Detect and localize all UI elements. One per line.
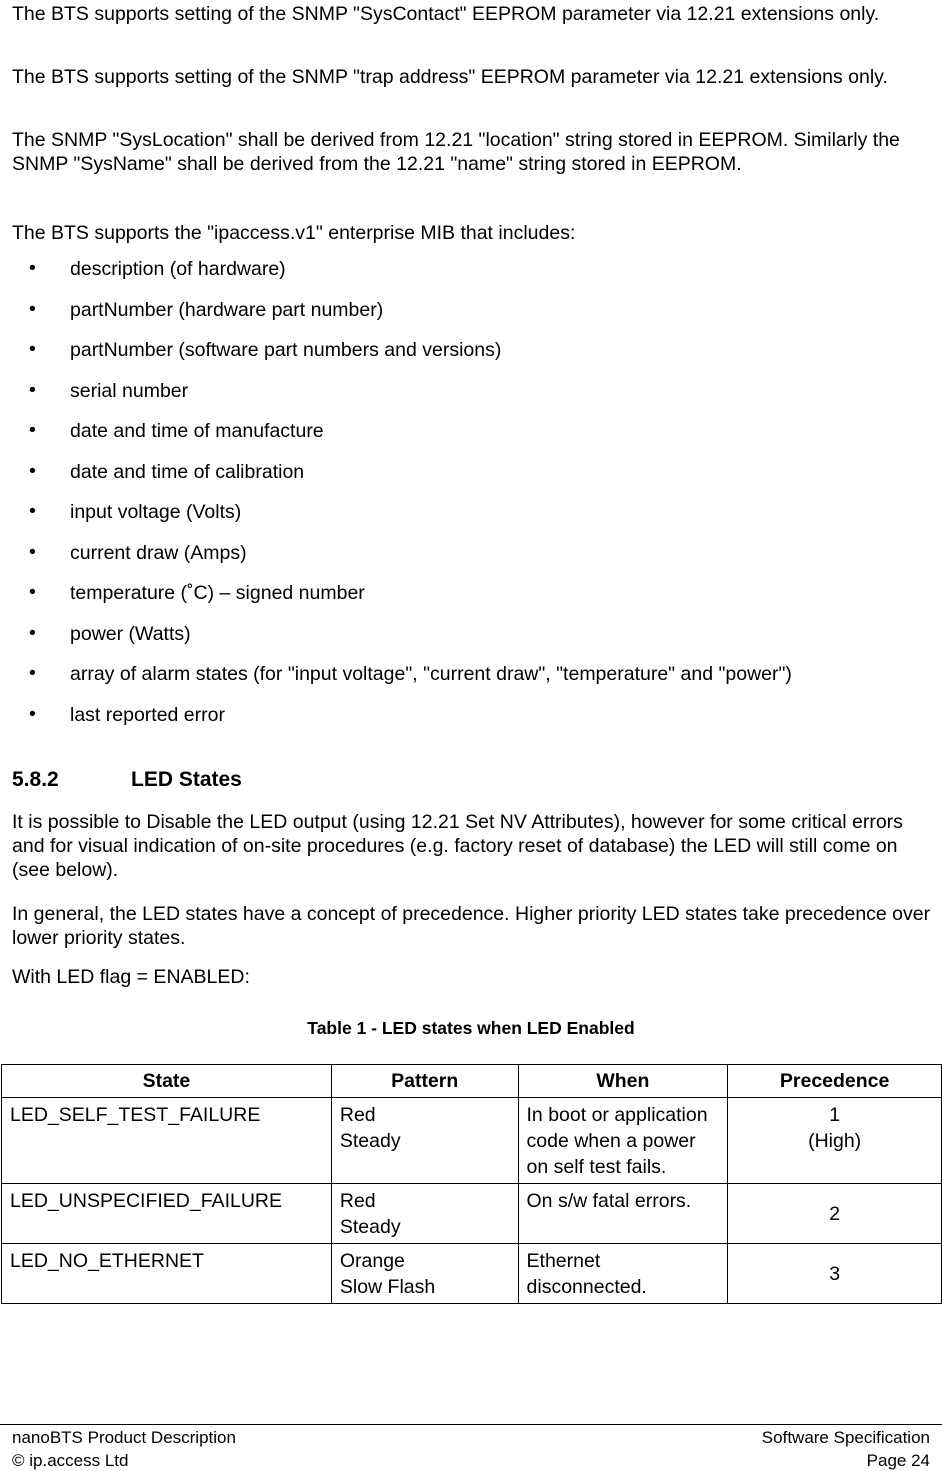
list-item-text: temperature (˚C) – signed number: [70, 582, 365, 604]
precedence-note: (High): [808, 1130, 862, 1152]
bullet-icon: •: [29, 500, 36, 522]
cell-when: Ethernet disconnected.: [518, 1244, 728, 1304]
pattern-mode: Slow Flash: [339, 1276, 436, 1298]
pattern-color: Red: [339, 1190, 376, 1212]
bullet-icon: •: [29, 662, 36, 684]
cell-when: In boot or application code when a power on self test fails.: [518, 1098, 728, 1184]
pattern-mode: Steady: [339, 1216, 401, 1238]
bullet-icon: •: [29, 581, 36, 603]
list-item-text: current draw (Amps): [70, 541, 247, 564]
bullet-icon: •: [29, 338, 36, 360]
table-caption: Table 1 - LED states when LED Enabled: [307, 1018, 635, 1038]
table-row: [2, 1184, 942, 1244]
list-item-text: date and time of manufacture: [70, 420, 324, 442]
cell-state: LED_NO_ETHERNET: [2, 1244, 332, 1304]
bullet-icon: •: [29, 540, 36, 563]
cell-precedence: [728, 1098, 942, 1184]
cell-precedence: 2: [728, 1184, 942, 1244]
list-item-text: description (of hardware): [70, 258, 286, 280]
paragraph-led-flag: With LED flag = ENABLED:: [12, 966, 250, 988]
cell-pattern: [331, 1098, 518, 1184]
bullet-icon: •: [29, 257, 36, 279]
pattern-color: Orange: [339, 1250, 405, 1272]
list-item-text: partNumber (software part numbers and versions): [70, 339, 502, 361]
cell-precedence: 3: [728, 1244, 942, 1304]
cell-when: On s/w fatal errors.: [518, 1184, 728, 1244]
bullet-icon: •: [29, 378, 36, 401]
precedence-value: 1: [829, 1104, 841, 1126]
cell-state: LED_SELF_TEST_FAILURE: [2, 1098, 332, 1184]
section-number: 5.8.2: [12, 768, 59, 791]
table-row: [2, 1098, 942, 1184]
bullet-icon: •: [29, 621, 36, 644]
pattern-color: Red: [339, 1104, 376, 1126]
header-state: State: [2, 1065, 332, 1098]
paragraph-syscontact: The BTS supports setting of the SNMP "SysContact" EEPROM parameter via 12.21 extensions only.: [12, 3, 880, 25]
table-row: [2, 1244, 942, 1304]
header-precedence: Precedence: [728, 1065, 942, 1098]
list-item-text: date and time of calibration: [70, 460, 305, 483]
paragraph-syslocation: The SNMP "SysLocation" shall be derived from 12.21 "location" string stored in EEPROM. Similarly the SNMP "SysName" shall be derived from the 12.21 "name" string stored in EEPROM.: [12, 129, 900, 175]
bullet-icon: •: [29, 702, 36, 725]
bullet-icon: •: [29, 297, 36, 320]
led-states-table: [1, 1064, 942, 1304]
list-item-text: last reported error: [70, 703, 225, 726]
paragraph-led-precedence: In general, the LED states have a concept of precedence. Higher priority LED states take precedence over lower priority states.: [12, 903, 931, 949]
footer-document-title: nanoBTS Product Description: [12, 1428, 236, 1447]
pattern-mode: Steady: [339, 1130, 401, 1152]
cell-state: LED_UNSPECIFIED_FAILURE: [2, 1184, 332, 1244]
footer-copyright: © ip.access Ltd: [12, 1451, 129, 1470]
paragraph-trap-address: The BTS supports setting of the SNMP "trap address" EEPROM parameter via 12.21 extensions only.: [12, 66, 888, 88]
paragraph-mib-intro: The BTS supports the "ipaccess.v1" enterprise MIB that includes:: [12, 222, 576, 244]
list-item-text: serial number: [70, 379, 189, 402]
bullet-icon: •: [29, 419, 36, 441]
table-header-row: [2, 1065, 942, 1098]
cell-pattern: [331, 1184, 518, 1244]
cell-pattern: [331, 1244, 518, 1304]
footer-section-title: Software Specification: [761, 1428, 930, 1447]
header-when: When: [518, 1065, 728, 1098]
footer-page-number: Page 24: [866, 1451, 930, 1470]
bullet-icon: •: [29, 459, 36, 482]
footer-divider: [0, 1424, 942, 1425]
list-item-text: power (Watts): [70, 622, 191, 645]
list-item-text: partNumber (hardware part number): [70, 298, 384, 321]
section-title: LED States: [131, 768, 242, 791]
list-item-text: input voltage (Volts): [70, 501, 242, 523]
list-item-text: array of alarm states (for "input voltage", "current draw", "temperature" and "power"): [70, 663, 792, 685]
header-pattern: Pattern: [331, 1065, 518, 1098]
paragraph-led-disable: It is possible to Disable the LED output (using 12.21 Set NV Attributes), however for some critical errors and for visual indication of on-site procedures (e.g. factory reset of database) the LED will still come on (see below).: [12, 811, 903, 881]
